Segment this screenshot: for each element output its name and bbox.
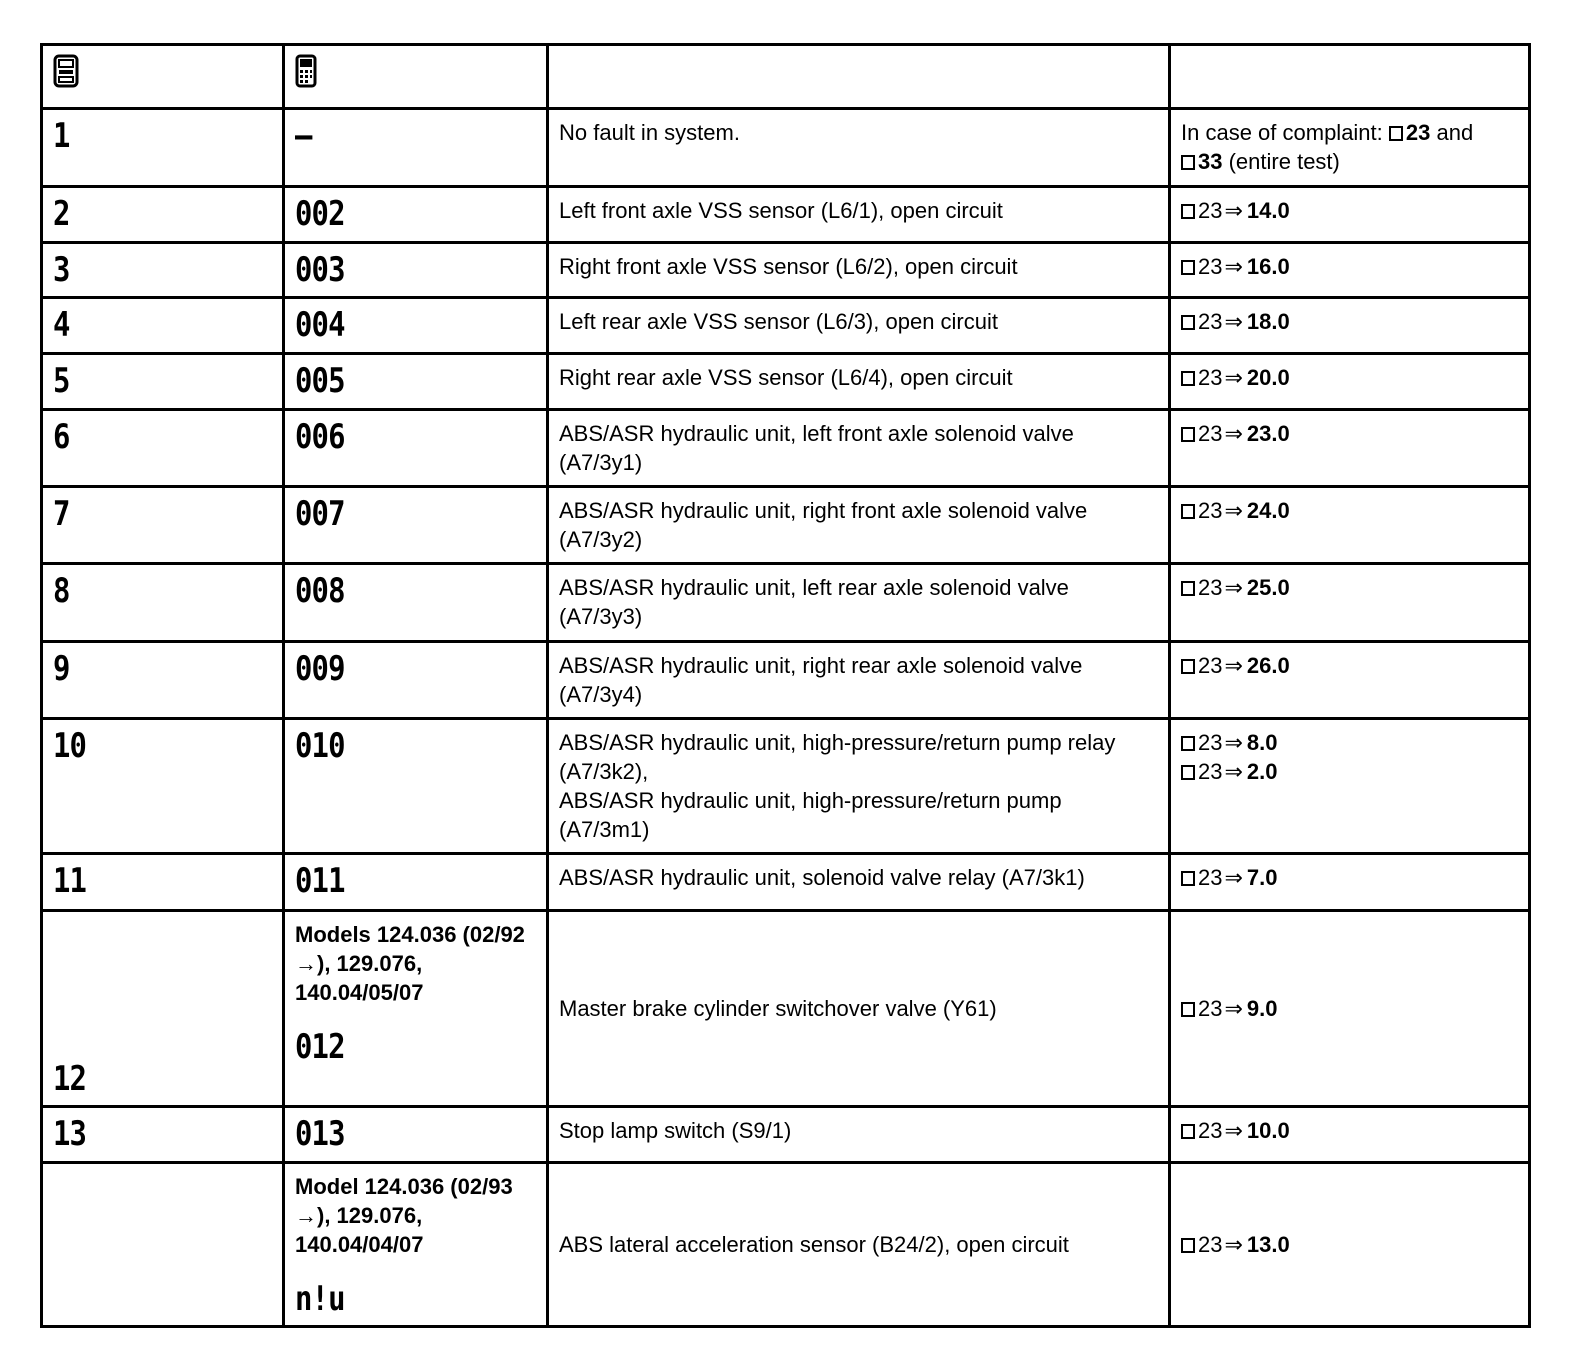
test-step: 8.0 [1246,730,1278,755]
arrow-icon: ⇒ [1224,254,1243,279]
blink-code-cell [42,1163,284,1327]
remedy-cell [1170,410,1530,487]
test-step: 25.0 [1246,575,1290,600]
test-step: 13.0 [1246,1232,1290,1257]
blink-code: 2 [53,194,70,234]
test-box-icon [1181,315,1195,330]
remedy-cell [1170,109,1530,187]
header-tester-cell [284,45,548,109]
header-blink-cell [42,45,284,109]
blink-code-cell [42,410,284,487]
table-row [42,410,1530,487]
test-number: 23 [1198,575,1223,600]
table-row [42,642,1530,719]
fault-code: 009 [295,649,345,689]
table-row [42,109,1530,187]
arrow-icon: ⇒ [1224,759,1243,784]
fault-code: 003 [295,250,345,290]
test-number: 23 [1198,1232,1223,1257]
fault-code: 008 [295,571,345,611]
fault-code-cell [284,642,548,719]
arrow-icon: ⇒ [1224,865,1243,890]
test-step: 26.0 [1246,653,1290,678]
remedy-cell [1170,719,1530,854]
table-row [42,354,1530,410]
blink-code: 12 [53,1059,87,1099]
test-number: 23 [1198,254,1223,279]
fault-code: 002 [295,194,345,234]
blink-code-cell [42,564,284,642]
fault-code-cell [284,109,548,187]
test-number: 23 [1198,421,1223,446]
blink-code: 1 [53,116,70,156]
test-step: 7.0 [1246,865,1278,890]
test-number: 33 [1198,149,1223,174]
fault-code-cell [284,298,548,354]
test-number: 23 [1198,759,1223,784]
arrow-icon: ⇒ [1224,730,1243,755]
fault-code-cell [284,243,548,298]
test-box-icon [1181,1124,1195,1139]
fault-description: ABS/ASR hydraulic unit, solenoid valve relay (A7/3k1) [548,854,1170,911]
remedy-cell [1170,1107,1530,1163]
remedy-cell [1170,187,1530,243]
remedy-cell [1170,854,1530,911]
test-step: 16.0 [1246,254,1290,279]
fault-code-cell [284,354,548,410]
test-box-icon [1181,736,1195,751]
fault-description: Left front axle VSS sensor (L6/1), open circuit [548,187,1170,243]
fault-code-cell [284,719,548,854]
remedy-cell [1170,298,1530,354]
test-box-icon [1181,504,1195,519]
fault-description: Master brake cylinder switchover valve (Y61) [548,911,1170,1107]
fault-description: ABS/ASR hydraulic unit, left rear axle solenoid valve (A7/3y3) [548,564,1170,642]
test-step: 20.0 [1246,365,1290,390]
fault-description: Left rear axle VSS sensor (L6/3), open circuit [548,298,1170,354]
fault-code: n!u [295,1279,345,1319]
test-number: 23 [1198,198,1223,223]
remedy-cell [1170,1163,1530,1327]
test-number: 23 [1198,996,1223,1021]
test-box-icon [1181,871,1195,886]
test-box-icon [1181,427,1195,442]
blink-code-cell [42,109,284,187]
blink-code: 9 [53,649,70,689]
fault-code: – [295,116,312,156]
fault-code: 005 [295,361,345,401]
blink-code: 5 [53,361,70,401]
table-row [42,487,1530,564]
test-number: 23 [1198,730,1223,755]
model-note: Models 124.036 (02/92 →), 129.076, 140.04/05/07 [295,922,525,1005]
test-number: 23 [1198,309,1223,334]
blink-code-cell [42,243,284,298]
fault-description-line: ABS/ASR hydraulic unit, high-pressure/return pump relay (A7/3k2), [559,730,1116,784]
test-number: 23 [1198,498,1223,523]
table-row [42,854,1530,911]
table-row [42,911,1530,1107]
fault-code: 013 [295,1114,345,1154]
blink-code: 13 [53,1114,87,1154]
fault-code-cell [284,187,548,243]
fault-code: 007 [295,494,345,534]
remedy-cell [1170,642,1530,719]
blink-code-cell [42,1107,284,1163]
fault-description: Right rear axle VSS sensor (L6/4), open circuit [548,354,1170,410]
blink-code-cell [42,354,284,410]
test-step: 2.0 [1246,759,1278,784]
model-note: Model 124.036 (02/93 →), 129.076, 140.04/04/07 [295,1174,513,1257]
fault-code-cell [284,487,548,564]
test-box-icon [1181,1238,1195,1253]
remedy-cell [1170,354,1530,410]
blink-code-tester-icon [53,54,79,88]
test-box-icon [1181,765,1195,780]
test-number: 23 [1405,120,1431,145]
fault-description [548,719,1170,854]
fault-description: ABS/ASR hydraulic unit, right front axle solenoid valve (A7/3y2) [548,487,1170,564]
fault-code-table [40,43,1531,1328]
complaint-and: and [1436,120,1474,145]
test-box-icon [1181,155,1195,170]
table-row [42,187,1530,243]
test-box-icon [1181,581,1195,596]
remedy-cell [1170,243,1530,298]
fault-code: 012 [295,1027,345,1067]
blink-code: 4 [53,305,70,345]
blink-code-cell [42,487,284,564]
test-number: 23 [1198,1118,1223,1143]
test-box-icon [1389,126,1403,141]
blink-code-cell [42,298,284,354]
blink-code: 8 [53,571,70,611]
fault-code: 006 [295,417,345,457]
header-remedy-cell [1170,45,1530,109]
test-step: 24.0 [1246,498,1290,523]
fault-code-cell [284,854,548,911]
remedy-cell [1170,487,1530,564]
table-row [42,1107,1530,1163]
blink-code-cell [42,642,284,719]
fault-code-cell [284,410,548,487]
fault-code-cell [284,1163,548,1327]
test-box-icon [1181,371,1195,386]
arrow-icon: ⇒ [1224,1232,1243,1257]
test-number: 23 [1198,865,1223,890]
remedy-line [1181,728,1518,757]
fault-description-line: ABS/ASR hydraulic unit, high-pressure/return pump (A7/3m1) [559,788,1062,842]
blink-code: 7 [53,494,70,534]
test-box-icon [1181,260,1195,275]
test-box-icon [1181,204,1195,219]
blink-code: 6 [53,417,70,457]
blink-code-cell [42,911,284,1107]
blink-code-cell [42,187,284,243]
arrow-icon: ⇒ [1224,309,1243,334]
header-description-cell [548,45,1170,109]
fault-code-cell [284,911,548,1107]
fault-code-cell [284,564,548,642]
remedy-line [1181,757,1518,786]
test-step: 10.0 [1246,1118,1290,1143]
fault-code: 011 [295,861,345,901]
fault-code: 010 [295,726,345,766]
fault-description: ABS/ASR hydraulic unit, right rear axle solenoid valve (A7/3y4) [548,642,1170,719]
arrow-icon: ⇒ [1224,575,1243,600]
fault-description: ABS lateral acceleration sensor (B24/2), open circuit [548,1163,1170,1327]
table-row [42,243,1530,298]
test-step: 14.0 [1246,198,1290,223]
table-row [42,298,1530,354]
fault-description: ABS/ASR hydraulic unit, left front axle solenoid valve (A7/3y1) [548,410,1170,487]
header-row [42,45,1530,109]
arrow-icon: ⇒ [1224,1118,1243,1143]
blink-code-cell [42,719,284,854]
test-box-icon [1181,1002,1195,1017]
table-row [42,564,1530,642]
remedy-cell [1170,564,1530,642]
arrow-icon: ⇒ [1224,421,1243,446]
table-row [42,719,1530,854]
blink-code: 10 [53,726,87,766]
table-row [42,1163,1530,1327]
arrow-icon: ⇒ [1224,653,1243,678]
blink-code: 11 [53,861,87,901]
complaint-label: In case of complaint: [1181,120,1383,145]
fault-code: 004 [295,305,345,345]
fault-description: Stop lamp switch (S9/1) [548,1107,1170,1163]
hand-held-tester-icon [295,54,317,88]
test-number: 23 [1198,653,1223,678]
arrow-icon: ⇒ [1224,198,1243,223]
fault-description: Right front axle VSS sensor (L6/2), open circuit [548,243,1170,298]
arrow-icon: ⇒ [1224,365,1243,390]
test-step: 23.0 [1246,421,1290,446]
test-number: 23 [1198,365,1223,390]
remedy-cell [1170,911,1530,1107]
fault-code-cell [284,1107,548,1163]
test-step: 9.0 [1246,996,1278,1021]
arrow-icon: ⇒ [1224,996,1243,1021]
blink-code-cell [42,854,284,911]
complaint-suffix: (entire test) [1228,149,1340,174]
test-step: 18.0 [1246,309,1290,334]
blink-code: 3 [53,250,70,290]
test-box-icon [1181,659,1195,674]
arrow-icon: ⇒ [1224,498,1243,523]
fault-description: No fault in system. [548,109,1170,187]
